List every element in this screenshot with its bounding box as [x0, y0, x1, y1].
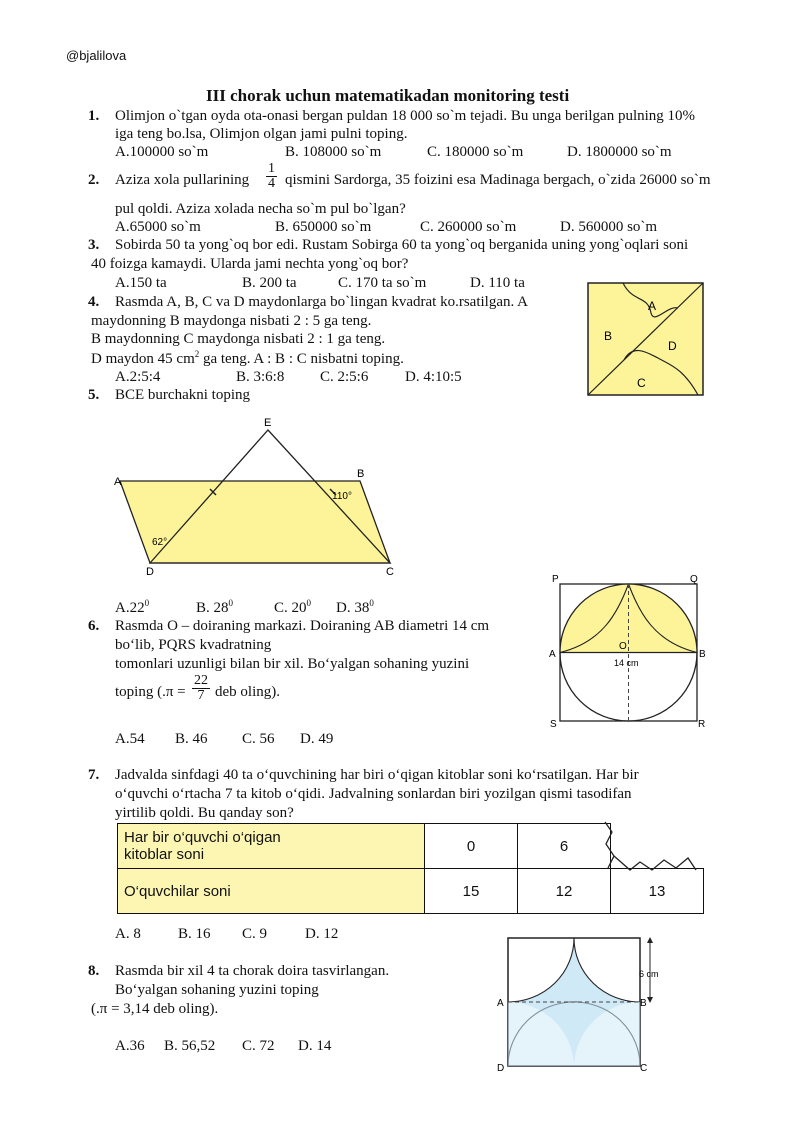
q8-lower-shade: [508, 1002, 640, 1066]
q8-label-d: D: [497, 1063, 505, 1074]
q2-option-d: D. 560000 so`m: [560, 219, 658, 235]
q7-row1-cell-2: 6: [518, 824, 611, 869]
q5-option-b: [196, 598, 233, 617]
q7-text-line2: o‘quvchi o‘rtacha 7 ta kitob o‘qidi. Jadvalning sonlardan biri yozilgan qismi tasodifan: [115, 786, 632, 802]
q2-option-a: A.65000 so`m: [115, 219, 201, 235]
q1-option-a: A.100000 so`m: [115, 144, 209, 160]
q7-number: 7.: [88, 767, 100, 783]
q1-option-c: C. 180000 so`m: [427, 144, 524, 160]
q6-label-p: P: [552, 574, 559, 585]
q8-label-dimension: 6 cm: [639, 969, 659, 979]
q4-text-line4-pre: D maydon 45 cm: [91, 351, 195, 367]
q2-number: 2.: [88, 172, 100, 188]
q6-fraction-denominator: 7: [197, 688, 205, 703]
q5-label-d: D: [146, 566, 154, 578]
q5-text-line1: BCE burchakni toping: [115, 387, 250, 403]
q5-label-b: B: [357, 468, 365, 480]
q7-row1-label-a: Har bir o‘quvchi o‘qigan: [124, 829, 281, 846]
q6-label-q: Q: [690, 574, 698, 585]
q4-text-line2: maydonning B maydonga nisbati 2 : 5 ga teng.: [91, 313, 372, 329]
q8-label-c: C: [640, 1063, 648, 1074]
q6-text-line1: Rasmda O – doiraning markazi. Doiraning AB diametri 14 cm: [115, 618, 490, 634]
q3-option-a: A.150 ta: [115, 275, 167, 291]
q7-row1-label-b: kitoblar soni: [124, 846, 205, 863]
q8-label-b: B: [640, 998, 647, 1009]
q7-torn-edge: [600, 822, 700, 872]
q4-square-figure: [588, 283, 703, 395]
q6-label-o: O: [619, 641, 627, 652]
q6-option-d: D. 49: [300, 731, 334, 747]
q8-arrow-down-icon: [647, 997, 653, 1003]
q3-text-line2: 40 foizga kamaydi. Ularda jami nechta yong`oq bor?: [91, 256, 409, 272]
q2-text-pre: Aziza xola pullarining: [115, 172, 250, 188]
q8-option-b: B. 56,52: [164, 1038, 216, 1054]
q8-option-d: D. 14: [298, 1038, 332, 1054]
q5-label-a: A: [114, 476, 122, 488]
q3-option-b: B. 200 ta: [242, 275, 297, 291]
q6-option-c: C. 56: [242, 731, 275, 747]
q3-number: 3.: [88, 237, 100, 253]
q6-fraction: [192, 674, 210, 703]
q8-text-line3: (.π = 3,14 deb oling).: [91, 1001, 219, 1017]
q4-option-d: D. 4:10:5: [405, 369, 462, 385]
q7-row1-cell-1: 0: [425, 824, 518, 869]
q7-text-line1: Jadvalda sinfdagi 40 ta o‘quvchining har biri o‘qigan kitoblar soni ko‘rsatilgan. Har bir: [115, 767, 639, 783]
q6-number: 6.: [88, 618, 100, 634]
q8-text-line2: Bo‘yalgan sohaning yuzini toping: [115, 982, 319, 998]
q8-number: 8.: [88, 963, 100, 979]
q8-option-a: A.36: [115, 1038, 145, 1054]
q8-quarter-circles-figure: [495, 935, 665, 1075]
q5-option-c-sup: 0: [306, 598, 312, 608]
q8-option-c: C. 72: [242, 1038, 275, 1054]
q6-text-line4-post: deb oling).: [215, 684, 280, 700]
q7-row2-cell-3: 13: [611, 869, 704, 914]
q3-option-c: C. 170 ta so`m: [338, 275, 427, 291]
q5-option-a-sup: 0: [144, 598, 150, 608]
q1-option-d: D. 1800000 so`m: [567, 144, 672, 160]
q6-label-s: S: [550, 719, 557, 730]
q6-text-line2: bo‘lib, PQRS kvadratning: [115, 637, 272, 653]
q7-row1-label: [118, 824, 425, 869]
q3-option-d: D. 110 ta: [470, 275, 525, 291]
q8-text-line1: Rasmda bir xil 4 ta chorak doira tasvirlangan.: [115, 963, 390, 979]
q5-option-c: [274, 598, 311, 617]
author-tag: @bjalilova: [66, 48, 127, 63]
q7-torn-line: [605, 822, 696, 870]
q7-row2-label: O‘quvchilar soni: [118, 869, 425, 914]
q7-row2-cell-1: 15: [425, 869, 518, 914]
q5-option-a-text: A.22: [115, 600, 145, 616]
q4-text-line4-post: ga teng. A : B : C nisbatni toping.: [199, 351, 404, 367]
q6-option-b: B. 46: [175, 731, 208, 747]
q4-text-line3: B maydonning C maydonga nisbati 2 : 1 ga teng.: [91, 331, 386, 347]
q2-text-line2: pul qoldi. Aziza xolada necha so`m pul bo`lgan?: [115, 201, 406, 217]
q4-option-a: A.2:5:4: [115, 369, 161, 385]
q1-number: 1.: [88, 108, 100, 124]
q8-label-a: A: [497, 998, 504, 1009]
q7-text-line3: yirtilib qoldi. Bu qanday son?: [115, 805, 294, 821]
q2-fraction-denominator: 4: [268, 176, 275, 191]
q5-label-e: E: [264, 417, 272, 429]
q8-arrow-up-icon: [647, 937, 653, 943]
q1-text-line1: Olimjon o`tgan oyda ota-onasi bergan puldan 18 000 so`m tejadi. Bu unga berilgan pulning 10%: [115, 108, 696, 124]
q4-text-line4: [91, 349, 404, 368]
q5-option-b-sup: 0: [228, 598, 234, 608]
q5-option-d: [336, 598, 374, 617]
q3-text-line1: Sobirda 50 ta yong`oq bor edi. Rustam Sobirga 60 ta yong`oq berganida uning yong`oqlari soni: [115, 237, 689, 253]
q6-text-line4-pre: toping (.π =: [115, 684, 186, 700]
q5-option-b-text: B. 28: [196, 600, 229, 616]
q5-option-c-text: C. 20: [274, 600, 307, 616]
q6-label-a: A: [549, 649, 556, 660]
q1-option-b: B. 108000 so`m: [285, 144, 382, 160]
q7-option-b: B. 16: [178, 926, 211, 942]
q7-option-a: A. 8: [115, 926, 141, 942]
q5-number: 5.: [88, 387, 100, 403]
q6-label-r: R: [698, 719, 706, 730]
q6-option-a: A.54: [115, 731, 145, 747]
q4-option-b: B. 3:6:8: [236, 369, 285, 385]
q6-text-line3: tomonlari uzunligi bilan bir xil. Bo‘yalgan sohaning yuzini: [115, 656, 470, 672]
q4-text-line1: Rasmda A, B, C va D maydonlarga bo`lingan kvadrat ko.rsatilgan. A: [115, 294, 528, 310]
q4-label-a: A: [648, 299, 657, 313]
q7-option-c: C. 9: [242, 926, 268, 942]
q2-fraction: [266, 162, 277, 191]
q5-option-d-sup: 0: [369, 598, 374, 608]
q7-option-d: D. 12: [305, 926, 339, 942]
q4-label-d: D: [668, 339, 677, 353]
q5-parallelogram-figure: [110, 415, 395, 578]
q4-label-b: B: [604, 329, 613, 343]
page-title: III chorak uchun matematikadan monitoring testi: [206, 86, 570, 105]
q2-option-b: B. 650000 so`m: [275, 219, 372, 235]
q6-label-diameter: 14 cm: [614, 658, 639, 668]
q4-number: 4.: [88, 294, 100, 310]
q2-option-c: C. 260000 so`m: [420, 219, 517, 235]
q6-circle-square-figure: [548, 572, 708, 737]
q5-angle-d: 62°: [152, 537, 168, 548]
q5-angle-b: 110°: [332, 491, 352, 502]
q2-fraction-numerator: 1: [268, 161, 275, 176]
q1-text-line2: iga teng bo.lsa, Olimjon olgan jami pulni toping.: [115, 126, 408, 142]
q5-option-d-text: D. 38: [336, 600, 370, 616]
q4-label-c: C: [637, 376, 646, 390]
q5-option-a: [115, 598, 149, 617]
table-row: [118, 869, 704, 914]
q6-label-b: B: [699, 649, 706, 660]
q4-text-line4-sup: 2: [194, 349, 200, 359]
q2-text-post: qismini Sardorga, 35 foizini esa Madinaga bergach, o`zida 26000 so`m: [285, 172, 711, 188]
q6-fraction-numerator: 22: [194, 673, 208, 688]
q7-row2-cell-2: 12: [518, 869, 611, 914]
q4-option-c: C. 2:5:6: [320, 369, 369, 385]
q5-label-c: C: [386, 566, 394, 578]
